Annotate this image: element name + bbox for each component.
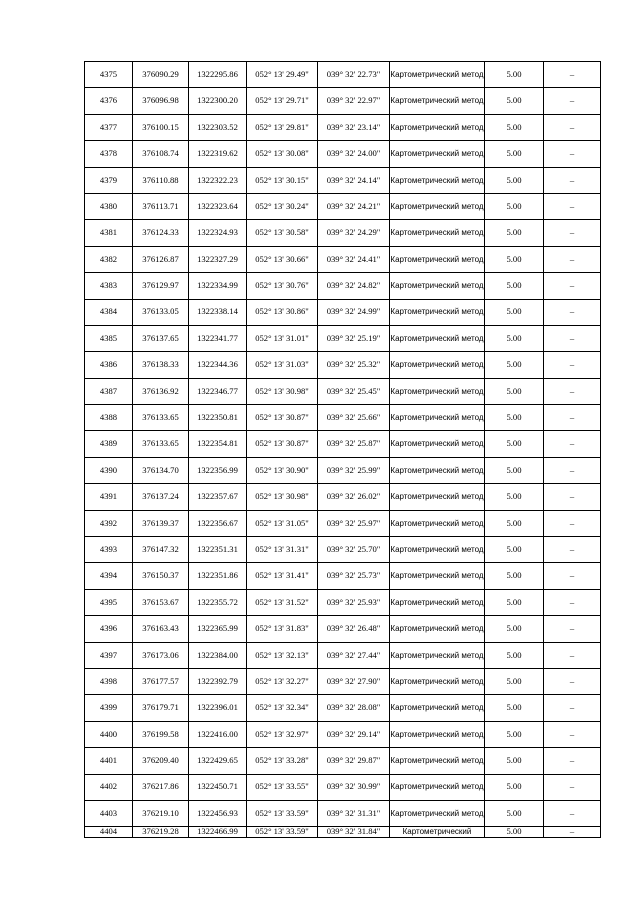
cell-latitude: 052° 13' 30.66" — [247, 246, 318, 272]
table-body — [85, 62, 601, 838]
cell-x-coordinate: 376090.29 — [133, 62, 189, 88]
cell-longitude: 039° 32' 25.32" — [318, 352, 390, 378]
cell-point-number: 4399 — [85, 695, 133, 721]
cell-method: Картометрический метод — [390, 220, 485, 246]
cell-longitude: 039° 32' 23.14" — [318, 114, 390, 140]
cell-longitude: 039° 32' 24.21" — [318, 193, 390, 219]
cell-description: – — [544, 167, 601, 193]
cell-latitude: 052° 13' 33.28" — [247, 748, 318, 774]
cell-method: Картометрический метод — [390, 774, 485, 800]
table-row — [85, 141, 601, 167]
cell-x-coordinate: 376147.32 — [133, 537, 189, 563]
cell-x-coordinate: 376129.97 — [133, 273, 189, 299]
cell-longitude: 039° 32' 26.48" — [318, 616, 390, 642]
cell-latitude: 052° 13' 30.87" — [247, 431, 318, 457]
table-row — [85, 774, 601, 800]
table-row — [85, 299, 601, 325]
cell-y-coordinate: 1322357.67 — [189, 484, 247, 510]
table-row — [85, 800, 601, 826]
cell-y-coordinate: 1322303.52 — [189, 114, 247, 140]
cell-accuracy: 5.00 — [485, 827, 544, 838]
cell-latitude: 052° 13' 29.81" — [247, 114, 318, 140]
cell-x-coordinate: 376217.86 — [133, 774, 189, 800]
cell-x-coordinate: 376100.15 — [133, 114, 189, 140]
cell-accuracy: 5.00 — [485, 246, 544, 272]
cell-x-coordinate: 376173.06 — [133, 642, 189, 668]
cell-longitude: 039° 32' 25.19" — [318, 325, 390, 351]
cell-longitude: 039° 32' 29.14" — [318, 721, 390, 747]
cell-x-coordinate: 376179.71 — [133, 695, 189, 721]
cell-point-number: 4398 — [85, 668, 133, 694]
cell-longitude: 039° 32' 22.97" — [318, 88, 390, 114]
cell-longitude: 039° 32' 29.87" — [318, 748, 390, 774]
cell-latitude: 052° 13' 31.03" — [247, 352, 318, 378]
cell-point-number: 4383 — [85, 273, 133, 299]
cell-accuracy: 5.00 — [485, 167, 544, 193]
cell-accuracy: 5.00 — [485, 510, 544, 536]
cell-x-coordinate: 376219.28 — [133, 827, 189, 838]
cell-description: – — [544, 563, 601, 589]
cell-method: Картометрический — [390, 827, 485, 838]
cell-accuracy: 5.00 — [485, 748, 544, 774]
cell-point-number: 4380 — [85, 193, 133, 219]
cell-x-coordinate: 376134.70 — [133, 457, 189, 483]
table-row — [85, 695, 601, 721]
cell-y-coordinate: 1322346.77 — [189, 378, 247, 404]
cell-x-coordinate: 376163.43 — [133, 616, 189, 642]
cell-latitude: 052° 13' 29.71" — [247, 88, 318, 114]
cell-method: Картометрический метод — [390, 378, 485, 404]
table-row — [85, 668, 601, 694]
cell-y-coordinate: 1322351.86 — [189, 563, 247, 589]
cell-description: – — [544, 220, 601, 246]
cell-x-coordinate: 376139.37 — [133, 510, 189, 536]
cell-description: – — [544, 800, 601, 826]
cell-latitude: 052° 13' 30.98" — [247, 378, 318, 404]
cell-method: Картометрический метод — [390, 246, 485, 272]
cell-latitude: 052° 13' 30.86" — [247, 299, 318, 325]
cell-y-coordinate: 1322322.23 — [189, 167, 247, 193]
table-row — [85, 325, 601, 351]
table-row — [85, 537, 601, 563]
cell-y-coordinate: 1322351.31 — [189, 537, 247, 563]
cell-y-coordinate: 1322396.01 — [189, 695, 247, 721]
cell-accuracy: 5.00 — [485, 88, 544, 114]
cell-description: – — [544, 114, 601, 140]
cell-method: Картометрический метод — [390, 695, 485, 721]
cell-method: Картометрический метод — [390, 484, 485, 510]
cell-latitude: 052° 13' 33.59" — [247, 800, 318, 826]
cell-accuracy: 5.00 — [485, 484, 544, 510]
cell-longitude: 039° 32' 31.31" — [318, 800, 390, 826]
cell-y-coordinate: 1322327.29 — [189, 246, 247, 272]
cell-latitude: 052° 13' 31.31" — [247, 537, 318, 563]
cell-x-coordinate: 376136.92 — [133, 378, 189, 404]
cell-point-number: 4390 — [85, 457, 133, 483]
cell-accuracy: 5.00 — [485, 273, 544, 299]
cell-longitude: 039° 32' 24.00" — [318, 141, 390, 167]
cell-accuracy: 5.00 — [485, 616, 544, 642]
cell-accuracy: 5.00 — [485, 537, 544, 563]
cell-latitude: 052° 13' 30.58" — [247, 220, 318, 246]
table-row — [85, 246, 601, 272]
cell-point-number: 4402 — [85, 774, 133, 800]
cell-point-number: 4395 — [85, 589, 133, 615]
cell-point-number: 4386 — [85, 352, 133, 378]
cell-description: – — [544, 193, 601, 219]
cell-description: – — [544, 827, 601, 838]
cell-point-number: 4392 — [85, 510, 133, 536]
cell-description: – — [544, 431, 601, 457]
cell-longitude: 039° 32' 27.44" — [318, 642, 390, 668]
cell-point-number: 4387 — [85, 378, 133, 404]
cell-y-coordinate: 1322384.00 — [189, 642, 247, 668]
cell-method: Картометрический метод — [390, 352, 485, 378]
cell-y-coordinate: 1322355.72 — [189, 589, 247, 615]
cell-description: – — [544, 484, 601, 510]
cell-method: Картометрический метод — [390, 405, 485, 431]
cell-y-coordinate: 1322319.62 — [189, 141, 247, 167]
cell-x-coordinate: 376138.33 — [133, 352, 189, 378]
cell-y-coordinate: 1322350.81 — [189, 405, 247, 431]
cell-latitude: 052° 13' 30.98" — [247, 484, 318, 510]
cell-latitude: 052° 13' 30.08" — [247, 141, 318, 167]
cell-point-number: 4376 — [85, 88, 133, 114]
cell-point-number: 4389 — [85, 431, 133, 457]
cell-method: Картометрический метод — [390, 141, 485, 167]
cell-y-coordinate: 1322429.65 — [189, 748, 247, 774]
cell-method: Картометрический метод — [390, 589, 485, 615]
cell-point-number: 4400 — [85, 721, 133, 747]
table-row — [85, 273, 601, 299]
cell-latitude: 052° 13' 32.34" — [247, 695, 318, 721]
cell-method: Картометрический метод — [390, 88, 485, 114]
cell-description: – — [544, 352, 601, 378]
cell-method: Картометрический метод — [390, 167, 485, 193]
table-row — [85, 431, 601, 457]
cell-method: Картометрический метод — [390, 721, 485, 747]
cell-longitude: 039° 32' 27.90" — [318, 668, 390, 694]
cell-accuracy: 5.00 — [485, 299, 544, 325]
cell-longitude: 039° 32' 24.99" — [318, 299, 390, 325]
cell-accuracy: 5.00 — [485, 141, 544, 167]
cell-longitude: 039° 32' 25.99" — [318, 457, 390, 483]
table-row — [85, 484, 601, 510]
cell-longitude: 039° 32' 24.29" — [318, 220, 390, 246]
table-row — [85, 642, 601, 668]
cell-description: – — [544, 88, 601, 114]
cell-y-coordinate: 1322300.20 — [189, 88, 247, 114]
cell-point-number: 4379 — [85, 167, 133, 193]
cell-description: – — [544, 325, 601, 351]
cell-description: – — [544, 299, 601, 325]
cell-latitude: 052° 13' 31.83" — [247, 616, 318, 642]
cell-method: Картометрический метод — [390, 457, 485, 483]
cell-method: Картометрический метод — [390, 642, 485, 668]
cell-method: Картометрический метод — [390, 800, 485, 826]
cell-x-coordinate: 376177.57 — [133, 668, 189, 694]
cell-point-number: 4397 — [85, 642, 133, 668]
cell-accuracy: 5.00 — [485, 457, 544, 483]
table-row — [85, 616, 601, 642]
cell-point-number: 4404 — [85, 827, 133, 838]
cell-point-number: 4388 — [85, 405, 133, 431]
cell-longitude: 039° 32' 25.66" — [318, 405, 390, 431]
cell-y-coordinate: 1322344.36 — [189, 352, 247, 378]
table-row — [85, 193, 601, 219]
cell-y-coordinate: 1322295.86 — [189, 62, 247, 88]
cell-accuracy: 5.00 — [485, 589, 544, 615]
cell-method: Картометрический метод — [390, 563, 485, 589]
cell-latitude: 052° 13' 31.52" — [247, 589, 318, 615]
cell-accuracy: 5.00 — [485, 563, 544, 589]
table-row — [85, 378, 601, 404]
cell-point-number: 4401 — [85, 748, 133, 774]
cell-x-coordinate: 376133.05 — [133, 299, 189, 325]
table-row — [85, 589, 601, 615]
cell-description: – — [544, 510, 601, 536]
cell-description: – — [544, 774, 601, 800]
table-row — [85, 62, 601, 88]
cell-y-coordinate: 1322338.14 — [189, 299, 247, 325]
cell-point-number: 4394 — [85, 563, 133, 589]
cell-x-coordinate: 376113.71 — [133, 193, 189, 219]
cell-point-number: 4377 — [85, 114, 133, 140]
cell-method: Картометрический метод — [390, 62, 485, 88]
cell-y-coordinate: 1322450.71 — [189, 774, 247, 800]
cell-y-coordinate: 1322341.77 — [189, 325, 247, 351]
cell-point-number: 4403 — [85, 800, 133, 826]
cell-latitude: 052° 13' 33.59" — [247, 827, 318, 838]
cell-accuracy: 5.00 — [485, 62, 544, 88]
cell-x-coordinate: 376126.87 — [133, 246, 189, 272]
cell-longitude: 039° 32' 24.41" — [318, 246, 390, 272]
cell-method: Картометрический метод — [390, 510, 485, 536]
cell-accuracy: 5.00 — [485, 668, 544, 694]
cell-y-coordinate: 1322356.67 — [189, 510, 247, 536]
cell-description: – — [544, 273, 601, 299]
cell-latitude: 052° 13' 30.90" — [247, 457, 318, 483]
cell-description: – — [544, 695, 601, 721]
table-row — [85, 167, 601, 193]
cell-description: – — [544, 616, 601, 642]
cell-point-number: 4384 — [85, 299, 133, 325]
cell-x-coordinate: 376124.33 — [133, 220, 189, 246]
cell-longitude: 039° 32' 25.93" — [318, 589, 390, 615]
cell-x-coordinate: 376150.37 — [133, 563, 189, 589]
cell-longitude: 039° 32' 24.82" — [318, 273, 390, 299]
cell-latitude: 052° 13' 30.15" — [247, 167, 318, 193]
cell-latitude: 052° 13' 32.13" — [247, 642, 318, 668]
cell-y-coordinate: 1322324.93 — [189, 220, 247, 246]
cell-latitude: 052° 13' 31.41" — [247, 563, 318, 589]
cell-x-coordinate: 376153.67 — [133, 589, 189, 615]
table-row — [85, 88, 601, 114]
cell-description: – — [544, 537, 601, 563]
cell-description: – — [544, 246, 601, 272]
cell-method: Картометрический метод — [390, 431, 485, 457]
cell-longitude: 039° 32' 22.73" — [318, 62, 390, 88]
cell-point-number: 4375 — [85, 62, 133, 88]
cell-description: – — [544, 589, 601, 615]
cell-latitude: 052° 13' 32.97" — [247, 721, 318, 747]
cell-description: – — [544, 378, 601, 404]
cell-point-number: 4391 — [85, 484, 133, 510]
cell-y-coordinate: 1322365.99 — [189, 616, 247, 642]
table-row — [85, 405, 601, 431]
cell-y-coordinate: 1322334.99 — [189, 273, 247, 299]
table-row — [85, 352, 601, 378]
cell-description: – — [544, 642, 601, 668]
cell-accuracy: 5.00 — [485, 800, 544, 826]
cell-accuracy: 5.00 — [485, 721, 544, 747]
cell-y-coordinate: 1322354.81 — [189, 431, 247, 457]
cell-method: Картометрический метод — [390, 299, 485, 325]
cell-longitude: 039° 32' 31.84" — [318, 827, 390, 838]
cell-description: – — [544, 748, 601, 774]
cell-description: – — [544, 405, 601, 431]
cell-method: Картометрический метод — [390, 114, 485, 140]
cell-accuracy: 5.00 — [485, 114, 544, 140]
cell-method: Картометрический метод — [390, 273, 485, 299]
cell-method: Картометрический метод — [390, 748, 485, 774]
cell-accuracy: 5.00 — [485, 352, 544, 378]
cell-accuracy: 5.00 — [485, 220, 544, 246]
cell-latitude: 052° 13' 32.27" — [247, 668, 318, 694]
cell-point-number: 4396 — [85, 616, 133, 642]
cell-point-number: 4378 — [85, 141, 133, 167]
cell-y-coordinate: 1322392.79 — [189, 668, 247, 694]
cell-x-coordinate: 376137.65 — [133, 325, 189, 351]
cell-method: Картометрический метод — [390, 668, 485, 694]
cell-longitude: 039° 32' 30.99" — [318, 774, 390, 800]
table-row — [85, 827, 601, 838]
cell-latitude: 052° 13' 31.05" — [247, 510, 318, 536]
cell-method: Картометрический метод — [390, 193, 485, 219]
cell-point-number: 4393 — [85, 537, 133, 563]
cell-longitude: 039° 32' 25.87" — [318, 431, 390, 457]
cell-accuracy: 5.00 — [485, 405, 544, 431]
cell-latitude: 052° 13' 33.55" — [247, 774, 318, 800]
coordinates-table — [84, 61, 601, 838]
cell-longitude: 039° 32' 25.45" — [318, 378, 390, 404]
cell-x-coordinate: 376137.24 — [133, 484, 189, 510]
cell-y-coordinate: 1322456.93 — [189, 800, 247, 826]
cell-latitude: 052° 13' 29.49" — [247, 62, 318, 88]
cell-accuracy: 5.00 — [485, 695, 544, 721]
cell-x-coordinate: 376110.88 — [133, 167, 189, 193]
cell-latitude: 052° 13' 30.24" — [247, 193, 318, 219]
table-row — [85, 748, 601, 774]
cell-latitude: 052° 13' 30.87" — [247, 405, 318, 431]
cell-description: – — [544, 457, 601, 483]
table-row — [85, 510, 601, 536]
cell-longitude: 039° 32' 25.70" — [318, 537, 390, 563]
cell-longitude: 039° 32' 24.14" — [318, 167, 390, 193]
cell-latitude: 052° 13' 30.76" — [247, 273, 318, 299]
cell-x-coordinate: 376209.40 — [133, 748, 189, 774]
cell-description: – — [544, 668, 601, 694]
cell-description: – — [544, 721, 601, 747]
cell-point-number: 4381 — [85, 220, 133, 246]
cell-accuracy: 5.00 — [485, 378, 544, 404]
cell-y-coordinate: 1322356.99 — [189, 457, 247, 483]
cell-y-coordinate: 1322466.99 — [189, 827, 247, 838]
cell-x-coordinate: 376133.65 — [133, 431, 189, 457]
cell-accuracy: 5.00 — [485, 193, 544, 219]
table-row — [85, 721, 601, 747]
cell-x-coordinate: 376133.65 — [133, 405, 189, 431]
cell-longitude: 039° 32' 25.97" — [318, 510, 390, 536]
cell-method: Картометрический метод — [390, 537, 485, 563]
cell-accuracy: 5.00 — [485, 774, 544, 800]
cell-description: – — [544, 62, 601, 88]
cell-point-number: 4385 — [85, 325, 133, 351]
cell-accuracy: 5.00 — [485, 642, 544, 668]
table-row — [85, 220, 601, 246]
cell-y-coordinate: 1322323.64 — [189, 193, 247, 219]
cell-longitude: 039° 32' 26.02" — [318, 484, 390, 510]
cell-longitude: 039° 32' 25.73" — [318, 563, 390, 589]
cell-method: Картометрический метод — [390, 325, 485, 351]
cell-x-coordinate: 376199.58 — [133, 721, 189, 747]
cell-accuracy: 5.00 — [485, 325, 544, 351]
table-row — [85, 114, 601, 140]
cell-x-coordinate: 376108.74 — [133, 141, 189, 167]
cell-latitude: 052° 13' 31.01" — [247, 325, 318, 351]
cell-y-coordinate: 1322416.00 — [189, 721, 247, 747]
table-row — [85, 563, 601, 589]
cell-accuracy: 5.00 — [485, 431, 544, 457]
cell-x-coordinate: 376219.10 — [133, 800, 189, 826]
table-row — [85, 457, 601, 483]
cell-description: – — [544, 141, 601, 167]
cell-longitude: 039° 32' 28.08" — [318, 695, 390, 721]
cell-method: Картометрический метод — [390, 616, 485, 642]
cell-x-coordinate: 376096.98 — [133, 88, 189, 114]
cell-point-number: 4382 — [85, 246, 133, 272]
